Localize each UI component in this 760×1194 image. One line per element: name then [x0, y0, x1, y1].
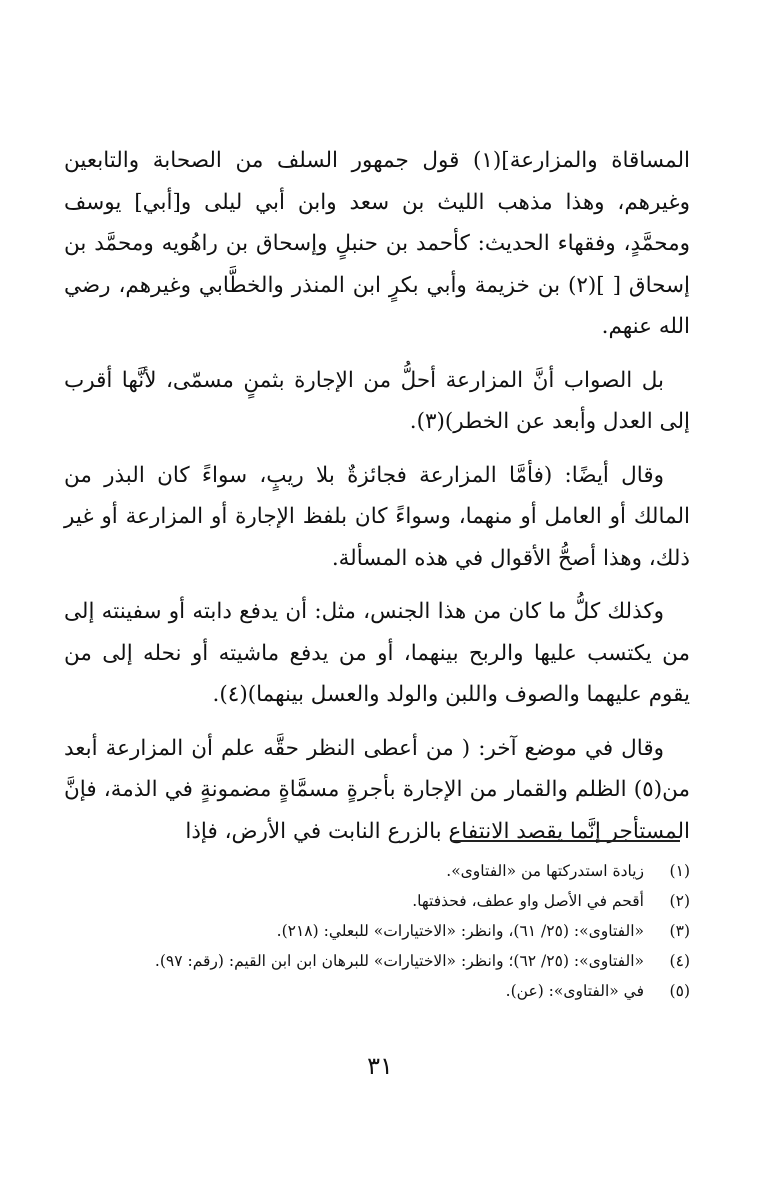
page-number: ٣١ [367, 1052, 393, 1080]
paragraph-2: بل الصواب أنَّ المزارعة أحلُّ من الإجارة بثمنٍ مسمّى، لأنَّها أقرب إلى العدل وأبعد عن الخطر)(٣). [64, 367, 690, 434]
footnote-text: «الفتاوى»: (٢٥/ ٦١)، وانظر: «الاختيارات» للبعلي: (٢١٨). [276, 922, 644, 940]
footnote [64, 976, 690, 1006]
footnote-number: (٥) [669, 982, 690, 1000]
footnote-text: أقحم في الأصل واو عطف، فحذفتها. [412, 892, 644, 910]
footnote-number: (٢) [669, 892, 690, 910]
footnote [64, 886, 690, 916]
paragraph-3: وقال أيضًا: (فأمَّا المزارعة فجائزةٌ بلا ريبٍ، سواءً كان البذر من المالك أو العامل أو منهما، وسواءً كان بلفظ الإجارة أو المزارعة أو غير ذلك، وهذا أصحُّ الأقوال في هذه المسألة. [64, 462, 690, 571]
footnote-text: في «الفتاوى»: (عن). [505, 982, 644, 1000]
footnote-number: (٣) [669, 922, 690, 940]
main-text [64, 140, 690, 864]
footnote-text: «الفتاوى»: (٢٥/ ٦٢)؛ وانظر: «الاختيارات» للبرهان ابن ابن القيم: (رقم: ٩٧). [154, 952, 644, 970]
footnote-text: زيادة استدركتها من «الفتاوى». [446, 862, 644, 880]
footnote-number: (٤) [669, 952, 690, 970]
paragraph-4: وكذلك كلُّ ما كان من هذا الجنس، مثل: أن يدفع دابته أو سفينته إلى من يكتسب عليها والربح بينهما، أو من يدفع ماشيته أو نحله إلى من يقوم عليهما والصوف واللبن والولد والعسل بينهما)(٤). [64, 599, 690, 707]
footnote-number: (١) [669, 862, 690, 880]
footnote-separator [452, 840, 680, 842]
footnote [64, 856, 690, 886]
paragraph-5: وقال في موضع آخر: ( من أعطى النظر حقَّه علم أن المزارعة أبعد من(٥) الظلم والقمار من الإجارة بأجرةٍ مسمَّاةٍ مضمونةٍ في الذمة، فإنَّ المستأجر إنَّما يقصد الانتفاع بالزرع النابت في الأرض، فإذا [64, 735, 690, 844]
footnotes [64, 856, 690, 1006]
paragraph-1: المساقاة والمزارعة](١) قول جمهور السلف من الصحابة والتابعين وغيرهم، وهذا مذهب الليث بن سعد وابن أبي ليلى و[أبي] يوسف ومحمَّدٍ، وفقهاء الحديث: كأحمد بن حنبلٍ وإسحاق بن راهُويه ومحمَّد بن إسحاق [ ](٢) بن خزيمة وأبي بكرٍ ابن المنذر والخطَّابي وغيرهم، رضي الله عنهم. [64, 148, 690, 339]
footnote [64, 916, 690, 946]
footnote [64, 946, 690, 976]
